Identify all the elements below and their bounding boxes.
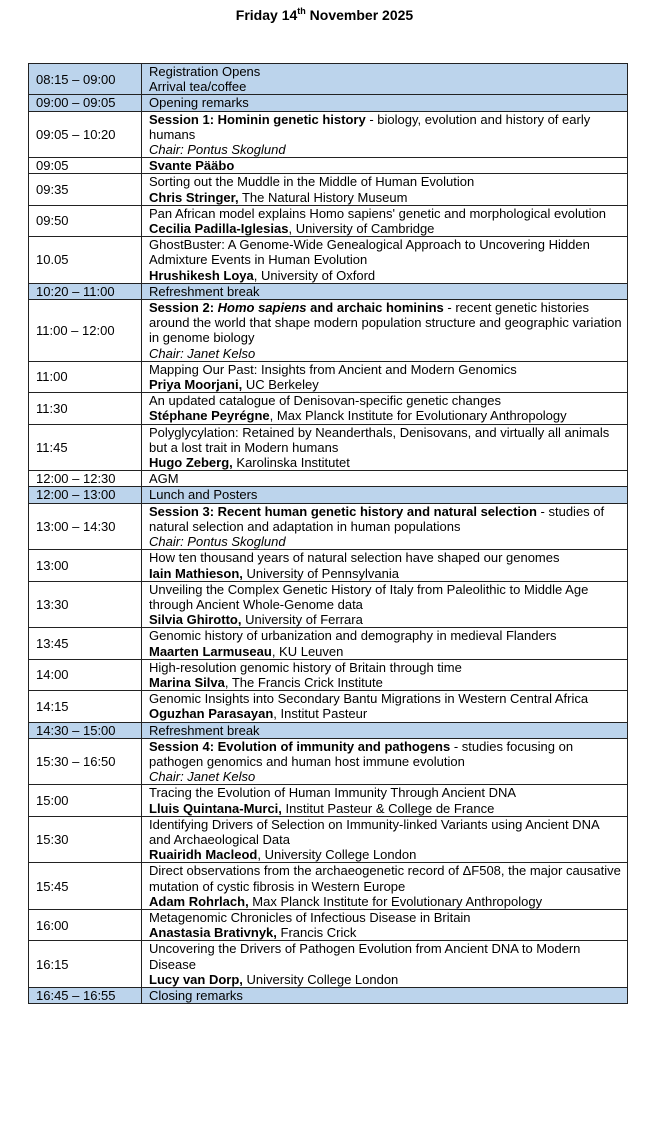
session-title: Session 1: Hominin genetic history <box>149 111 366 127</box>
speaker-affiliation: , Institut Pasteur <box>273 706 368 722</box>
talk-cell <box>142 863 628 910</box>
session-cell <box>142 503 628 550</box>
time-cell: 09:50 <box>29 205 142 236</box>
speaker-affiliation: Max Planck Institute for Evolutionary Anthropology <box>248 893 543 909</box>
table-row <box>29 64 628 95</box>
talk-title: Sorting out the Muddle in the Middle of Human Evolution <box>149 174 475 190</box>
speaker-name: Maarten Larmuseau <box>149 643 272 659</box>
speaker-name: Lluis Quintana-Murci, <box>149 800 282 816</box>
event-cell: Lunch and Posters <box>142 487 628 503</box>
event-cell: Opening remarks <box>142 95 628 111</box>
programme-table <box>28 63 628 1004</box>
speaker-affiliation: , Max Planck Institute for Evolutionary Anthropology <box>269 408 567 424</box>
speaker-name: Hrushikesh Loya <box>149 267 254 283</box>
time-cell: 09:05 <box>29 158 142 174</box>
speaker-affiliation: University of Ferrara <box>241 612 363 628</box>
speaker-name: Stéphane Peyrégne <box>149 408 270 424</box>
talk-title: High-resolution genomic history of Britain through time <box>149 659 462 675</box>
speaker-name: Ruairidh Macleod <box>149 847 258 863</box>
speaker-name: Marina Silva <box>149 674 225 690</box>
event-cell: AGM <box>142 471 628 487</box>
session-chair: Chair: Pontus Skoglund <box>149 142 286 158</box>
talk-row <box>29 909 628 940</box>
time-cell: 13:30 <box>29 581 142 628</box>
talk-cell <box>142 816 628 863</box>
time-cell: 09:00 – 09:05 <box>29 95 142 111</box>
event-cell: Refreshment break <box>142 722 628 738</box>
talk-title: An updated catalogue of Denisovan-specific genetic changes <box>149 393 501 409</box>
speaker-affiliation: Francis Crick <box>276 925 357 941</box>
time-cell: 12:00 – 12:30 <box>29 471 142 487</box>
session-chair: Chair: Janet Kelso <box>149 769 256 785</box>
talk-row <box>29 424 628 471</box>
talk-row <box>29 550 628 581</box>
talk-cell <box>142 909 628 940</box>
speaker-name: Oguzhan Parasayan <box>149 706 274 722</box>
talk-title: Metagenomic Chronicles of Infectious Disease in Britain <box>149 909 471 925</box>
speaker-affiliation: , University College London <box>257 847 417 863</box>
time-cell: 16:45 – 16:55 <box>29 987 142 1003</box>
session-description: - studies of natural selection and adaptation in human populations <box>149 503 605 534</box>
speaker-affiliation: Institut Pasteur & College de France <box>281 800 495 816</box>
talk-row <box>29 816 628 863</box>
talk-row <box>29 158 628 174</box>
time-cell: 09:35 <box>29 174 142 205</box>
time-cell: 13:00 – 14:30 <box>29 503 142 550</box>
time-cell: 15:45 <box>29 863 142 910</box>
speaker-name: Lucy van Dorp, <box>149 971 243 987</box>
time-cell: 13:00 <box>29 550 142 581</box>
talk-row <box>29 785 628 816</box>
session-row <box>29 503 628 550</box>
talk-cell <box>142 691 628 722</box>
talk-row <box>29 581 628 628</box>
event-label: Arrival tea/coffee <box>149 79 247 95</box>
talk-cell <box>142 237 628 284</box>
session-title-species: Homo sapiens <box>217 300 307 316</box>
time-cell: 14:30 – 15:00 <box>29 722 142 738</box>
event-cell <box>142 64 628 95</box>
time-cell: 15:00 <box>29 785 142 816</box>
time-cell: 14:00 <box>29 659 142 690</box>
speaker-name: Iain Mathieson, <box>149 565 243 581</box>
session-title-suffix: and archaic hominins <box>306 300 444 316</box>
speaker-name: Hugo Zeberg, <box>149 455 233 471</box>
speaker-name: Cecilia Padilla-Iglesias <box>149 221 289 237</box>
session-cell <box>142 111 628 158</box>
talk-title: Identifying Drivers of Selection on Immunity-linked Variants using Ancient DNA and Archaeological Data <box>149 816 599 847</box>
session-cell <box>142 300 628 362</box>
time-cell: 16:15 <box>29 941 142 988</box>
talk-title: Uncovering the Drivers of Pathogen Evolution from Ancient DNA to Modern Disease <box>149 941 581 972</box>
event-cell: Refreshment break <box>142 283 628 299</box>
talk-cell <box>142 581 628 628</box>
speaker-affiliation: Karolinska Institutet <box>232 455 350 471</box>
table-row <box>29 487 628 503</box>
talk-row <box>29 659 628 690</box>
time-cell: 14:15 <box>29 691 142 722</box>
talk-title: Polyglycylation: Retained by Neanderthals, Denisovans, and virtually all animals but a lost trait in Modern humans <box>149 424 610 455</box>
time-cell: 15:30 – 16:50 <box>29 738 142 785</box>
time-cell: 16:00 <box>29 909 142 940</box>
session-description: - biology, evolution and history of early humans <box>149 111 591 142</box>
talk-row <box>29 174 628 205</box>
time-cell: 13:45 <box>29 628 142 659</box>
talk-cell <box>142 550 628 581</box>
title-day: Friday 14 <box>235 7 298 23</box>
table-row <box>29 987 628 1003</box>
time-cell: 10.05 <box>29 237 142 284</box>
talk-title: Unveiling the Complex Genetic History of Italy from Paleolithic to Middle Age through Ancient Whole-Genome data <box>149 581 589 612</box>
talk-cell <box>142 158 628 174</box>
event-cell: Closing remarks <box>142 987 628 1003</box>
speaker-name: Priya Moorjani, <box>149 377 243 393</box>
talk-title: GhostBuster: A Genome-Wide Genealogical Approach to Uncovering Hidden Admixture Events in Human Evolution <box>149 237 590 268</box>
speaker-affiliation: University of Pennsylvania <box>242 565 399 581</box>
talk-cell <box>142 205 628 236</box>
talk-row <box>29 393 628 424</box>
speaker-affiliation: University College London <box>242 971 399 987</box>
time-cell: 10:20 – 11:00 <box>29 283 142 299</box>
talk-title: Genomic Insights into Secondary Bantu Migrations in Western Central Africa <box>149 691 589 707</box>
talk-title: Tracing the Evolution of Human Immunity Through Ancient DNA <box>149 785 517 801</box>
session-title-prefix: Session 2: <box>149 300 218 316</box>
speaker-name: Silvia Ghirotto, <box>149 612 242 628</box>
talk-row <box>29 691 628 722</box>
talk-title: Genomic history of urbanization and demography in medieval Flanders <box>149 628 557 644</box>
event-label: Registration Opens <box>149 64 261 79</box>
table-row <box>29 283 628 299</box>
table-row <box>29 95 628 111</box>
session-chair: Chair: Pontus Skoglund <box>149 534 286 550</box>
speaker-name: Chris Stringer, <box>149 189 239 205</box>
session-title: Session 3: Recent human genetic history and natural selection <box>149 503 537 519</box>
talk-row <box>29 863 628 910</box>
speaker-name: Adam Rohrlach, <box>149 893 249 909</box>
time-cell: 09:05 – 10:20 <box>29 111 142 158</box>
time-cell: 11:45 <box>29 424 142 471</box>
page-title <box>0 6 649 24</box>
talk-row <box>29 941 628 988</box>
session-row <box>29 111 628 158</box>
talk-cell <box>142 424 628 471</box>
talk-cell <box>142 361 628 392</box>
session-row <box>29 738 628 785</box>
speaker-name: Svante Pääbo <box>149 158 235 174</box>
talk-row <box>29 628 628 659</box>
speaker-affiliation: , KU Leuven <box>271 643 344 659</box>
talk-title: How ten thousand years of natural selection have shaped our genomes <box>149 550 560 566</box>
time-cell: 11:30 <box>29 393 142 424</box>
talk-cell <box>142 628 628 659</box>
title-month-year: November 2025 <box>305 7 414 23</box>
table-row <box>29 471 628 487</box>
session-cell <box>142 738 628 785</box>
speaker-name: Anastasia Brativnyk, <box>149 925 277 941</box>
speaker-affiliation: , University of Cambridge <box>288 221 435 237</box>
talk-title: Mapping Our Past: Insights from Ancient and Modern Genomics <box>149 361 517 377</box>
talk-cell <box>142 393 628 424</box>
title-ordinal: th <box>297 6 306 16</box>
time-cell: 08:15 – 09:00 <box>29 64 142 95</box>
talk-title: Direct observations from the archaeogenetic record of ΔF508, the major causative mutation of cystic fibrosis in Western Europe <box>149 863 621 894</box>
speaker-affiliation: , University of Oxford <box>253 267 376 283</box>
speaker-affiliation: The Natural History Museum <box>238 189 408 205</box>
talk-cell <box>142 659 628 690</box>
time-cell: 15:30 <box>29 816 142 863</box>
talk-title: Pan African model explains Homo sapiens' genetic and morphological evolution <box>149 205 607 221</box>
speaker-affiliation: UC Berkeley <box>242 377 319 393</box>
session-title: Session 4: Evolution of immunity and pathogens <box>149 738 451 754</box>
talk-cell <box>142 941 628 988</box>
time-cell: 12:00 – 13:00 <box>29 487 142 503</box>
talk-row <box>29 205 628 236</box>
talk-row <box>29 237 628 284</box>
talk-row <box>29 361 628 392</box>
speaker-affiliation: , The Francis Crick Institute <box>224 674 383 690</box>
session-description: - studies focusing on pathogen genomics and human host immune evolution <box>149 738 574 769</box>
table-row <box>29 722 628 738</box>
session-description: - recent genetic histories around the world that shape modern population structure and geographic variation in genome biology <box>149 300 622 346</box>
session-row <box>29 300 628 362</box>
time-cell: 11:00 <box>29 361 142 392</box>
time-cell: 11:00 – 12:00 <box>29 300 142 362</box>
talk-cell <box>142 785 628 816</box>
session-chair: Chair: Janet Kelso <box>149 345 256 361</box>
talk-cell <box>142 174 628 205</box>
